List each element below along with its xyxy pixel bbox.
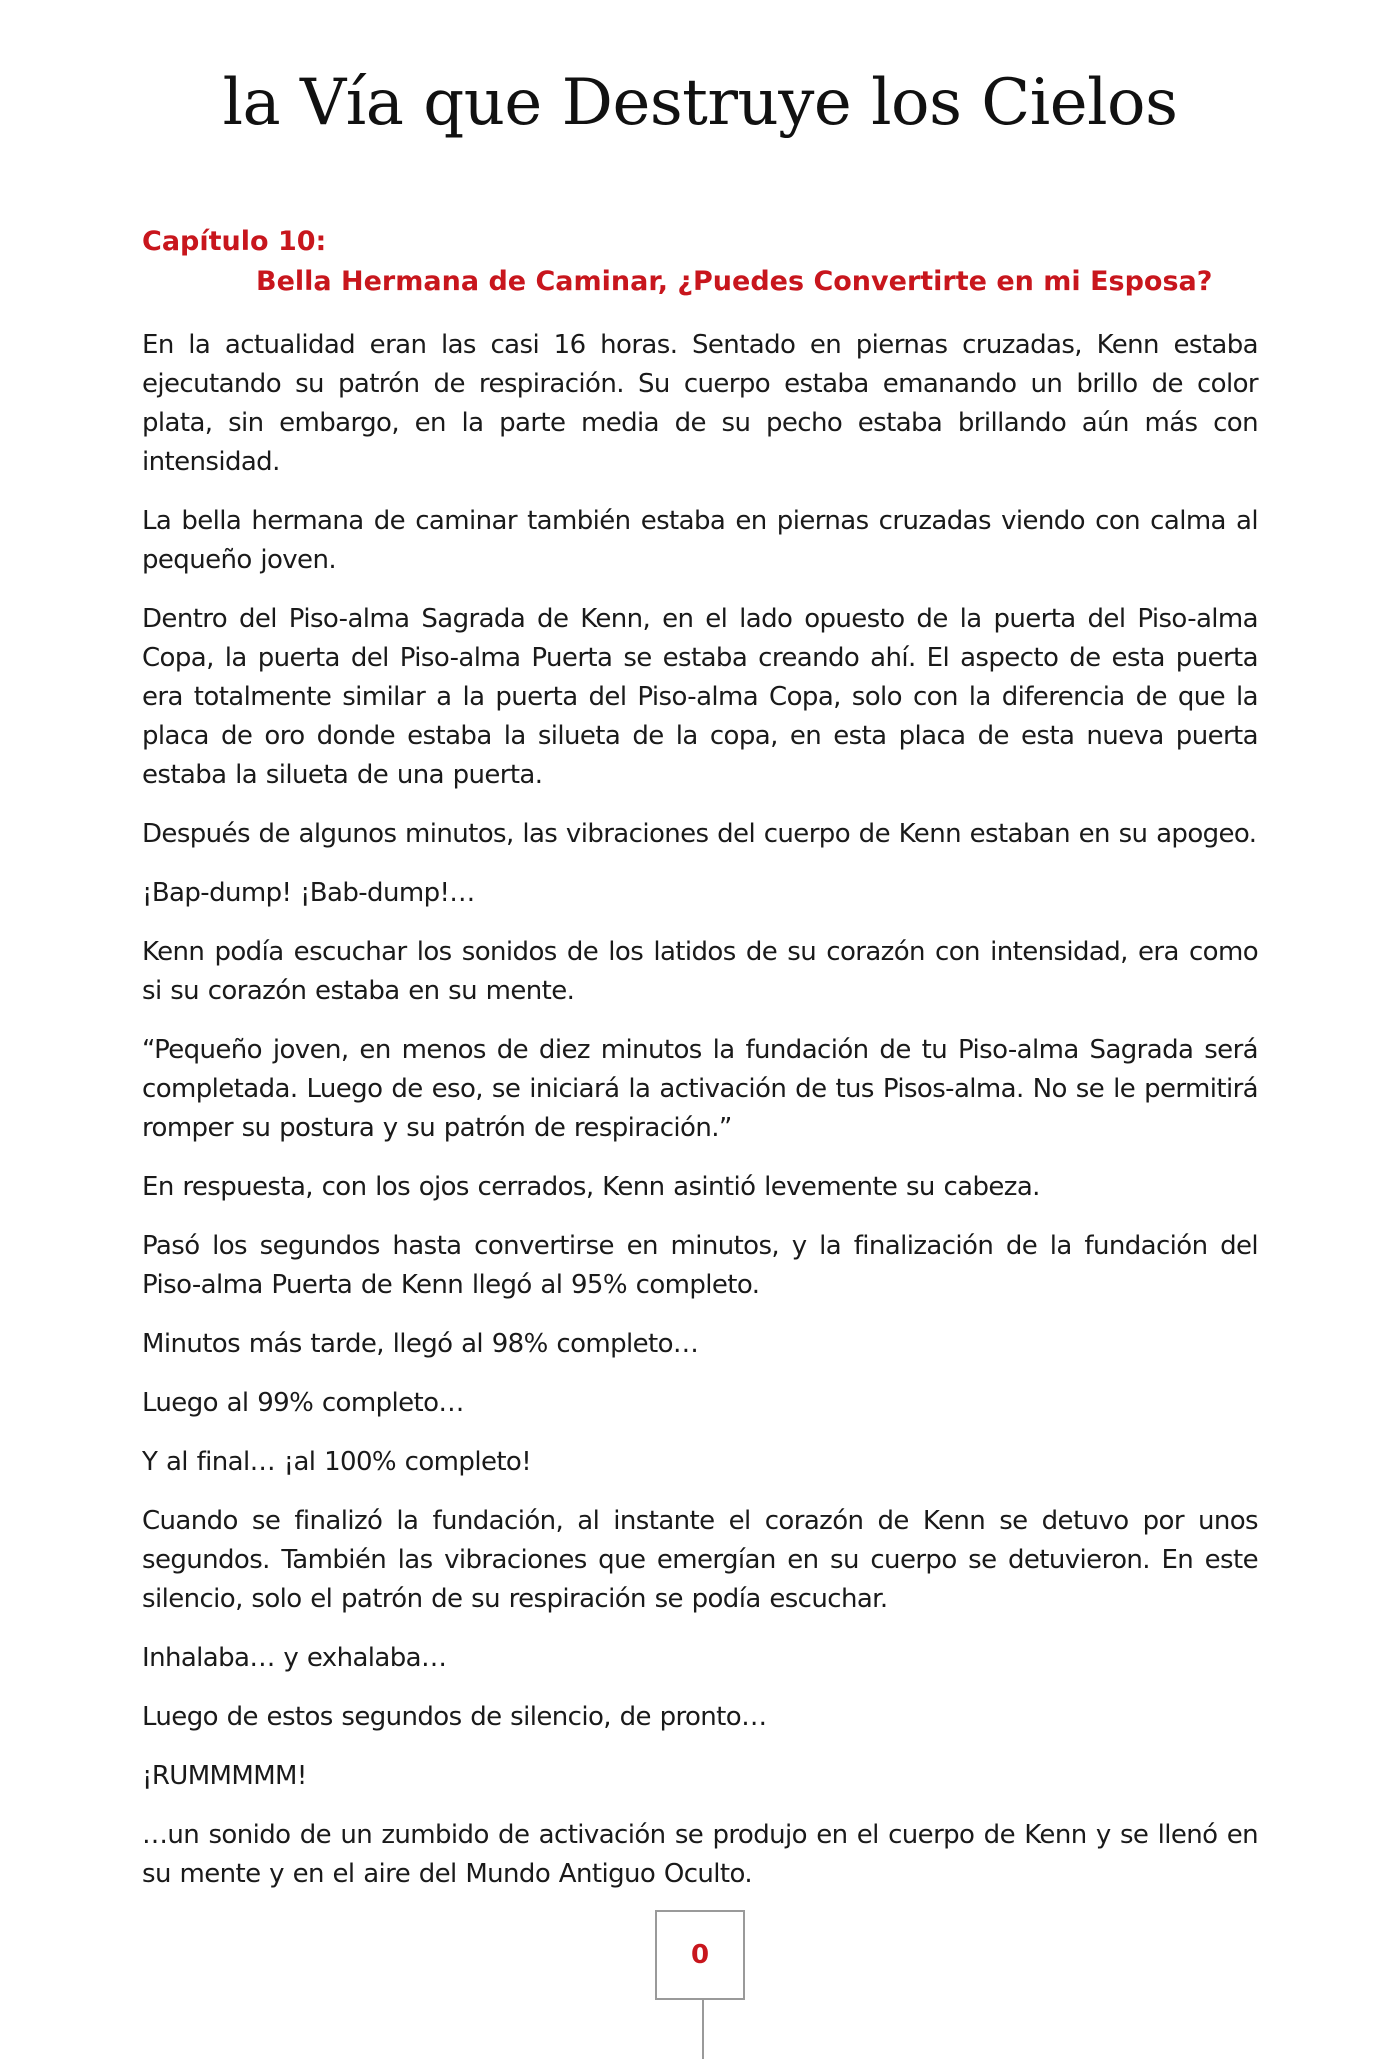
paragraph: En la actualidad eran las casi 16 horas. Sentado en piernas cruzadas, Kenn estaba ejecutando su patrón de respiración. Su cuerpo estaba emanando un brillo de color plata, sin embargo, en la parte media de su pecho estaba brillando aún más con intensidad. xyxy=(142,330,1258,477)
page-number-stem xyxy=(702,2000,704,2059)
paragraph: Cuando se finalizó la fundación, al instante el corazón de Kenn se detuvo por unos segundos. También las vibraciones que emergían en su cuerpo se detuvieron. En este silencio, solo el patrón de su respiración se podía escuchar. xyxy=(142,1506,1258,1614)
book-title: la Vía que Destruye los Cielos xyxy=(222,66,1178,140)
paragraph: …un sonido de un zumbido de activación se produjo en el cuerpo de Kenn y se llenó en su mente y en el aire del Mundo Antiguo Oculto. xyxy=(142,1820,1258,1889)
chapter-title: Bella Hermana de Caminar, ¿Puedes Convertirte en mi Esposa? xyxy=(256,266,1213,297)
paragraph: “Pequeño joven, en menos de diez minutos la fundación de tu Piso-alma Sagrada será completada. Luego de eso, se iniciará la activación de tus Pisos-alma. No se le permitirá romper su postura y su patrón de respiración.” xyxy=(142,1035,1258,1143)
chapter-body xyxy=(142,326,1258,1914)
chapter-label: Capítulo 10: xyxy=(142,226,327,257)
paragraph: La bella hermana de caminar también estaba en piernas cruzadas viendo con calma al pequeño joven. xyxy=(142,506,1258,575)
paragraph: En respuesta, con los ojos cerrados, Kenn asintió levemente su cabeza. xyxy=(142,1172,1040,1202)
paragraph: Kenn podía escuchar los sonidos de los latidos de su corazón con intensidad, era como si su corazón estaba en su mente. xyxy=(142,937,1258,1006)
page-number-box xyxy=(655,1910,745,2000)
paragraph: Pasó los segundos hasta convertirse en minutos, y la finalización de la fundación del Piso-alma Puerta de Kenn llegó al 95% completo. xyxy=(142,1231,1258,1300)
paragraph: Dentro del Piso-alma Sagrada de Kenn, en el lado opuesto de la puerta del Piso-alma Copa, la puerta del Piso-alma Puerta se estaba creando ahí. El aspecto de esta puerta era totalmente similar a la puerta del Piso-alma Copa, solo con la diferencia de que la placa de oro donde estaba la silueta de la copa, en esta placa de esta nueva puerta estaba la silueta de una puerta. xyxy=(142,604,1258,790)
paragraph: Minutos más tarde, llegó al 98% completo… xyxy=(142,1329,699,1359)
paragraph: ¡Bap-dump! ¡Bab-dump!… xyxy=(142,878,475,908)
paragraph: Inhalaba… y exhalaba… xyxy=(142,1643,447,1673)
page-number: 0 xyxy=(690,1940,710,1970)
paragraph: Después de algunos minutos, las vibraciones del cuerpo de Kenn estaban en su apogeo. xyxy=(142,819,1257,849)
paragraph: Luego al 99% completo… xyxy=(142,1388,464,1418)
paragraph: Luego de estos segundos de silencio, de pronto… xyxy=(142,1702,767,1732)
paragraph: Y al final… ¡al 100% completo! xyxy=(142,1447,532,1477)
paragraph: ¡RUMMMMM! xyxy=(142,1761,307,1791)
